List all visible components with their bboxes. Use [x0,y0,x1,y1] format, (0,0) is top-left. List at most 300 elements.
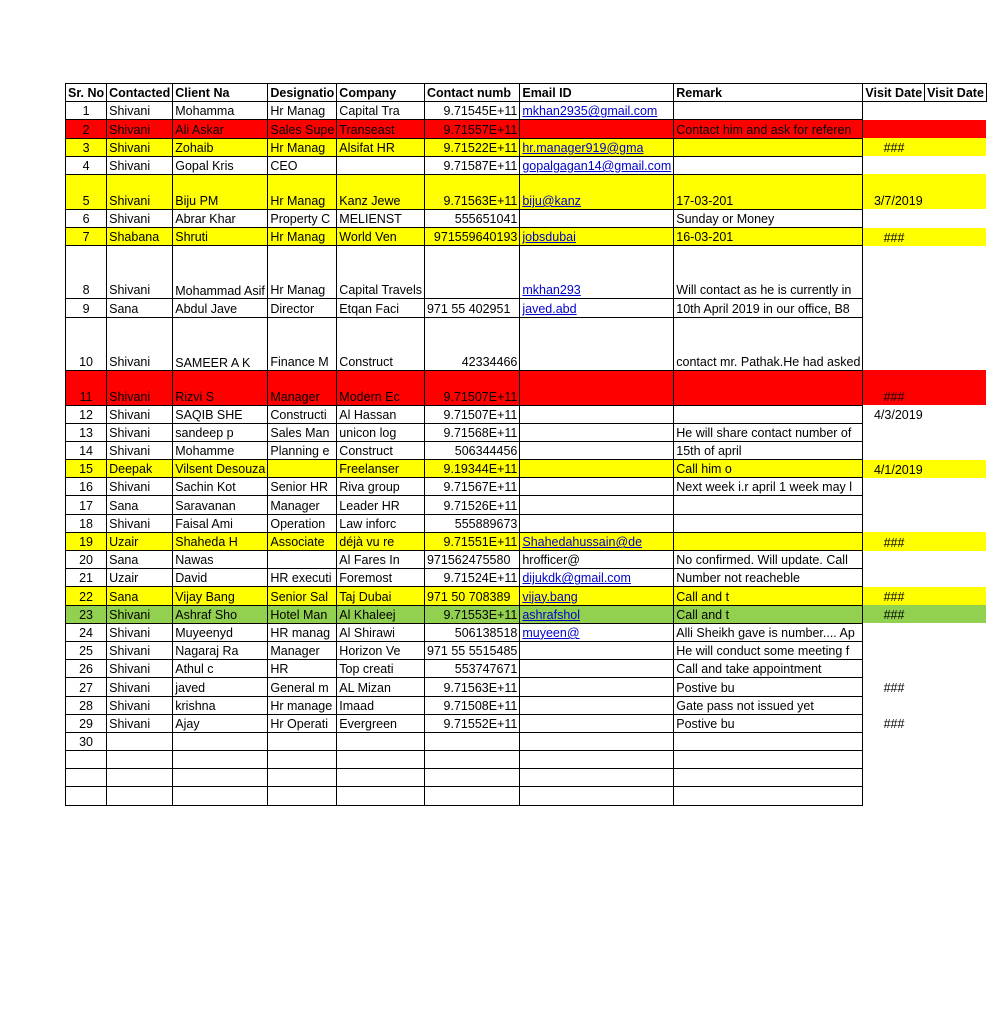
designation-cell[interactable] [268,551,337,569]
remark-cell[interactable] [674,317,863,370]
header-company[interactable]: Company [337,84,425,102]
visit-date-1-cell[interactable] [863,732,925,750]
company-cell[interactable] [337,102,425,120]
contacted-cell[interactable] [107,714,173,732]
email-cell[interactable] [520,246,674,299]
sr-cell[interactable] [66,209,107,227]
company-cell[interactable] [337,514,425,532]
remark-cell[interactable] [674,551,863,569]
contacted-cell[interactable] [107,138,173,156]
empty-cell[interactable] [107,769,173,787]
email-cell[interactable] [520,532,674,550]
visit-date-2-cell[interactable] [925,714,987,732]
designation-cell[interactable] [268,209,337,227]
contacted-cell[interactable] [107,228,173,246]
email-cell[interactable] [520,496,674,514]
email-cell[interactable] [520,209,674,227]
designation-cell[interactable] [268,246,337,299]
visit-date-1-cell[interactable] [863,441,925,459]
header-designation[interactable]: Designatio [268,84,337,102]
sr-cell[interactable] [66,405,107,423]
email-cell[interactable] [520,423,674,441]
company-cell[interactable] [337,441,425,459]
company-cell[interactable] [337,551,425,569]
contact-number-cell[interactable] [424,138,519,156]
sr-cell[interactable] [66,441,107,459]
client-name-cell[interactable] [173,696,268,714]
contact-number-cell[interactable] [424,120,519,138]
empty-cell[interactable] [674,751,863,769]
contact-number-cell[interactable] [424,696,519,714]
email-cell[interactable] [520,623,674,641]
client-name-cell[interactable] [173,174,268,209]
visit-date-1-cell[interactable] [863,514,925,532]
header-visit-date-2[interactable]: Visit Date [925,84,987,102]
designation-cell[interactable] [268,228,337,246]
email-cell[interactable] [520,138,674,156]
remark-cell[interactable] [674,478,863,496]
contact-number-cell[interactable] [424,478,519,496]
remark-cell[interactable] [674,569,863,587]
sr-cell[interactable] [66,714,107,732]
client-name-cell[interactable] [173,478,268,496]
empty-cell[interactable] [337,751,425,769]
contact-number-cell[interactable] [424,587,519,605]
email-cell[interactable] [520,587,674,605]
empty-cell[interactable] [674,769,863,787]
visit-date-1-cell[interactable] [863,317,925,370]
sr-cell[interactable] [66,478,107,496]
email-cell[interactable] [520,514,674,532]
empty-cell[interactable] [424,787,519,805]
designation-cell[interactable] [268,696,337,714]
designation-cell[interactable] [268,569,337,587]
client-name-cell[interactable] [173,209,268,227]
contacted-cell[interactable] [107,732,173,750]
empty-cell[interactable] [107,787,173,805]
remark-cell[interactable] [674,228,863,246]
sr-cell[interactable] [66,532,107,550]
client-name-cell[interactable] [173,496,268,514]
company-cell[interactable] [337,209,425,227]
company-cell[interactable] [337,460,425,478]
contacted-cell[interactable] [107,441,173,459]
header-contacted[interactable]: Contacted [107,84,173,102]
company-cell[interactable] [337,317,425,370]
company-cell[interactable] [337,696,425,714]
empty-cell[interactable] [674,787,863,805]
visit-date-1-cell[interactable] [863,299,925,317]
designation-cell[interactable] [268,299,337,317]
remark-cell[interactable] [674,660,863,678]
contact-number-cell[interactable] [424,551,519,569]
header-sr[interactable]: Sr. No [66,84,107,102]
client-name-cell[interactable] [173,423,268,441]
contacted-cell[interactable] [107,423,173,441]
contact-number-cell[interactable] [424,405,519,423]
contacted-cell[interactable] [107,370,173,405]
remark-cell[interactable] [674,246,863,299]
email-cell[interactable] [520,714,674,732]
email-cell[interactable] [520,460,674,478]
remark-cell[interactable] [674,678,863,696]
client-name-cell[interactable] [173,641,268,659]
company-cell[interactable] [337,732,425,750]
sr-cell[interactable] [66,569,107,587]
visit-date-1-cell[interactable] [863,714,925,732]
contact-number-cell[interactable] [424,209,519,227]
email-cell[interactable] [520,156,674,174]
email-cell[interactable] [520,732,674,750]
email-cell[interactable] [520,174,674,209]
contact-number-cell[interactable] [424,641,519,659]
designation-cell[interactable] [268,317,337,370]
empty-cell[interactable] [268,751,337,769]
visit-date-1-cell[interactable] [863,587,925,605]
sr-cell[interactable] [66,514,107,532]
designation-cell[interactable] [268,460,337,478]
sr-cell[interactable] [66,156,107,174]
contact-number-cell[interactable] [424,156,519,174]
visit-date-2-cell[interactable] [925,423,987,441]
visit-date-1-cell[interactable] [863,370,925,405]
header-contact-number[interactable]: Contact numb [424,84,519,102]
visit-date-2-cell[interactable] [925,678,987,696]
contact-number-cell[interactable] [424,605,519,623]
company-cell[interactable] [337,496,425,514]
remark-cell[interactable] [674,641,863,659]
client-name-cell[interactable] [173,299,268,317]
company-cell[interactable] [337,660,425,678]
email-cell[interactable] [520,678,674,696]
visit-date-1-cell[interactable] [863,478,925,496]
client-name-cell[interactable] [173,569,268,587]
visit-date-1-cell[interactable] [863,605,925,623]
contacted-cell[interactable] [107,587,173,605]
designation-cell[interactable] [268,714,337,732]
empty-cell[interactable] [424,751,519,769]
designation-cell[interactable] [268,641,337,659]
visit-date-2-cell[interactable] [925,460,987,478]
contacted-cell[interactable] [107,496,173,514]
visit-date-1-cell[interactable] [863,660,925,678]
contacted-cell[interactable] [107,641,173,659]
remark-cell[interactable] [674,441,863,459]
contacted-cell[interactable] [107,246,173,299]
contact-number-cell[interactable] [424,660,519,678]
company-cell[interactable] [337,641,425,659]
contacted-cell[interactable] [107,209,173,227]
visit-date-1-cell[interactable] [863,156,925,174]
email-cell[interactable] [520,441,674,459]
visit-date-1-cell[interactable] [863,246,925,299]
visit-date-2-cell[interactable] [925,569,987,587]
visit-date-2-cell[interactable] [925,102,987,120]
visit-date-2-cell[interactable] [925,732,987,750]
visit-date-2-cell[interactable] [925,696,987,714]
sr-cell[interactable] [66,660,107,678]
contacted-cell[interactable] [107,605,173,623]
contact-number-cell[interactable] [424,102,519,120]
company-cell[interactable] [337,623,425,641]
visit-date-1-cell[interactable] [863,623,925,641]
company-cell[interactable] [337,405,425,423]
sr-cell[interactable] [66,732,107,750]
designation-cell[interactable] [268,441,337,459]
contact-number-cell[interactable] [424,174,519,209]
client-name-cell[interactable] [173,317,268,370]
client-name-cell[interactable] [173,551,268,569]
client-name-cell[interactable] [173,532,268,550]
empty-cell[interactable] [66,751,107,769]
remark-cell[interactable] [674,174,863,209]
empty-cell[interactable] [863,787,925,805]
visit-date-1-cell[interactable] [863,423,925,441]
sr-cell[interactable] [66,299,107,317]
email-cell[interactable] [520,120,674,138]
sr-cell[interactable] [66,317,107,370]
contacted-cell[interactable] [107,174,173,209]
contacted-cell[interactable] [107,460,173,478]
visit-date-1-cell[interactable] [863,496,925,514]
company-cell[interactable] [337,156,425,174]
email-cell[interactable] [520,660,674,678]
visit-date-2-cell[interactable] [925,514,987,532]
empty-cell[interactable] [173,787,268,805]
visit-date-2-cell[interactable] [925,551,987,569]
contacted-cell[interactable] [107,299,173,317]
sr-cell[interactable] [66,641,107,659]
client-name-cell[interactable] [173,660,268,678]
email-cell[interactable] [520,228,674,246]
company-cell[interactable] [337,138,425,156]
client-name-cell[interactable] [173,138,268,156]
company-cell[interactable] [337,678,425,696]
client-name-cell[interactable] [173,732,268,750]
company-cell[interactable] [337,228,425,246]
client-name-cell[interactable] [173,120,268,138]
visit-date-2-cell[interactable] [925,370,987,405]
visit-date-1-cell[interactable] [863,209,925,227]
email-cell[interactable] [520,478,674,496]
email-cell[interactable] [520,405,674,423]
remark-cell[interactable] [674,532,863,550]
client-name-cell[interactable] [173,228,268,246]
email-cell[interactable] [520,299,674,317]
company-cell[interactable] [337,478,425,496]
email-cell[interactable] [520,370,674,405]
visit-date-1-cell[interactable] [863,532,925,550]
email-cell[interactable] [520,605,674,623]
sr-cell[interactable] [66,696,107,714]
empty-cell[interactable] [520,769,674,787]
visit-date-2-cell[interactable] [925,441,987,459]
empty-cell[interactable] [520,751,674,769]
sr-cell[interactable] [66,138,107,156]
contacted-cell[interactable] [107,120,173,138]
contacted-cell[interactable] [107,317,173,370]
remark-cell[interactable] [674,405,863,423]
designation-cell[interactable] [268,678,337,696]
client-name-cell[interactable] [173,246,268,299]
visit-date-2-cell[interactable] [925,496,987,514]
remark-cell[interactable] [674,605,863,623]
visit-date-1-cell[interactable] [863,641,925,659]
company-cell[interactable] [337,587,425,605]
company-cell[interactable] [337,569,425,587]
sr-cell[interactable] [66,678,107,696]
contact-number-cell[interactable] [424,299,519,317]
designation-cell[interactable] [268,405,337,423]
company-cell[interactable] [337,605,425,623]
client-name-cell[interactable] [173,587,268,605]
empty-cell[interactable] [520,787,674,805]
designation-cell[interactable] [268,120,337,138]
sr-cell[interactable] [66,120,107,138]
empty-cell[interactable] [173,769,268,787]
visit-date-2-cell[interactable] [925,228,987,246]
header-email[interactable]: Email ID [520,84,674,102]
empty-cell[interactable] [173,751,268,769]
sr-cell[interactable] [66,370,107,405]
designation-cell[interactable] [268,605,337,623]
empty-cell[interactable] [863,769,925,787]
designation-cell[interactable] [268,496,337,514]
visit-date-2-cell[interactable] [925,405,987,423]
empty-cell[interactable] [268,787,337,805]
visit-date-2-cell[interactable] [925,641,987,659]
header-remark[interactable]: Remark [674,84,863,102]
contacted-cell[interactable] [107,660,173,678]
visit-date-1-cell[interactable] [863,228,925,246]
company-cell[interactable] [337,532,425,550]
contacted-cell[interactable] [107,514,173,532]
contacted-cell[interactable] [107,678,173,696]
contact-number-cell[interactable] [424,514,519,532]
designation-cell[interactable] [268,660,337,678]
designation-cell[interactable] [268,423,337,441]
visit-date-1-cell[interactable] [863,405,925,423]
empty-cell[interactable] [107,751,173,769]
empty-cell[interactable] [66,787,107,805]
client-name-cell[interactable] [173,678,268,696]
designation-cell[interactable] [268,156,337,174]
visit-date-1-cell[interactable] [863,102,925,120]
company-cell[interactable] [337,370,425,405]
remark-cell[interactable] [674,587,863,605]
visit-date-2-cell[interactable] [925,660,987,678]
remark-cell[interactable] [674,156,863,174]
contact-number-cell[interactable] [424,423,519,441]
client-name-cell[interactable] [173,405,268,423]
visit-date-2-cell[interactable] [925,174,987,209]
visit-date-2-cell[interactable] [925,299,987,317]
designation-cell[interactable] [268,138,337,156]
designation-cell[interactable] [268,102,337,120]
contacted-cell[interactable] [107,551,173,569]
remark-cell[interactable] [674,370,863,405]
visit-date-2-cell[interactable] [925,623,987,641]
remark-cell[interactable] [674,102,863,120]
client-name-cell[interactable] [173,623,268,641]
contact-number-cell[interactable] [424,441,519,459]
visit-date-1-cell[interactable] [863,460,925,478]
remark-cell[interactable] [674,732,863,750]
remark-cell[interactable] [674,514,863,532]
visit-date-2-cell[interactable] [925,156,987,174]
contacted-cell[interactable] [107,532,173,550]
empty-cell[interactable] [337,787,425,805]
client-name-cell[interactable] [173,460,268,478]
email-cell[interactable] [520,641,674,659]
contact-number-cell[interactable] [424,678,519,696]
remark-cell[interactable] [674,138,863,156]
contacted-cell[interactable] [107,623,173,641]
contact-number-cell[interactable] [424,496,519,514]
contact-number-cell[interactable] [424,732,519,750]
empty-cell[interactable] [925,787,987,805]
empty-cell[interactable] [337,769,425,787]
empty-cell[interactable] [66,769,107,787]
email-cell[interactable] [520,569,674,587]
contacted-cell[interactable] [107,569,173,587]
empty-cell[interactable] [925,769,987,787]
email-cell[interactable] [520,696,674,714]
sr-cell[interactable] [66,228,107,246]
visit-date-2-cell[interactable] [925,246,987,299]
remark-cell[interactable] [674,696,863,714]
remark-cell[interactable] [674,460,863,478]
designation-cell[interactable] [268,514,337,532]
remark-cell[interactable] [674,496,863,514]
company-cell[interactable] [337,299,425,317]
designation-cell[interactable] [268,370,337,405]
empty-cell[interactable] [925,751,987,769]
sr-cell[interactable] [66,423,107,441]
client-name-cell[interactable] [173,370,268,405]
sr-cell[interactable] [66,174,107,209]
company-cell[interactable] [337,246,425,299]
sr-cell[interactable] [66,587,107,605]
designation-cell[interactable] [268,174,337,209]
visit-date-1-cell[interactable] [863,678,925,696]
client-name-cell[interactable] [173,441,268,459]
visit-date-2-cell[interactable] [925,209,987,227]
email-cell[interactable] [520,551,674,569]
client-name-cell[interactable] [173,156,268,174]
contact-number-cell[interactable] [424,228,519,246]
visit-date-1-cell[interactable] [863,138,925,156]
contact-number-cell[interactable] [424,370,519,405]
visit-date-1-cell[interactable] [863,569,925,587]
contacted-cell[interactable] [107,696,173,714]
sr-cell[interactable] [66,623,107,641]
sr-cell[interactable] [66,496,107,514]
visit-date-2-cell[interactable] [925,317,987,370]
email-cell[interactable] [520,317,674,370]
sr-cell[interactable] [66,246,107,299]
visit-date-2-cell[interactable] [925,120,987,138]
remark-cell[interactable] [674,423,863,441]
visit-date-1-cell[interactable] [863,120,925,138]
remark-cell[interactable] [674,209,863,227]
contact-number-cell[interactable] [424,317,519,370]
empty-cell[interactable] [268,769,337,787]
designation-cell[interactable] [268,623,337,641]
contact-number-cell[interactable] [424,569,519,587]
contact-number-cell[interactable] [424,623,519,641]
visit-date-1-cell[interactable] [863,551,925,569]
